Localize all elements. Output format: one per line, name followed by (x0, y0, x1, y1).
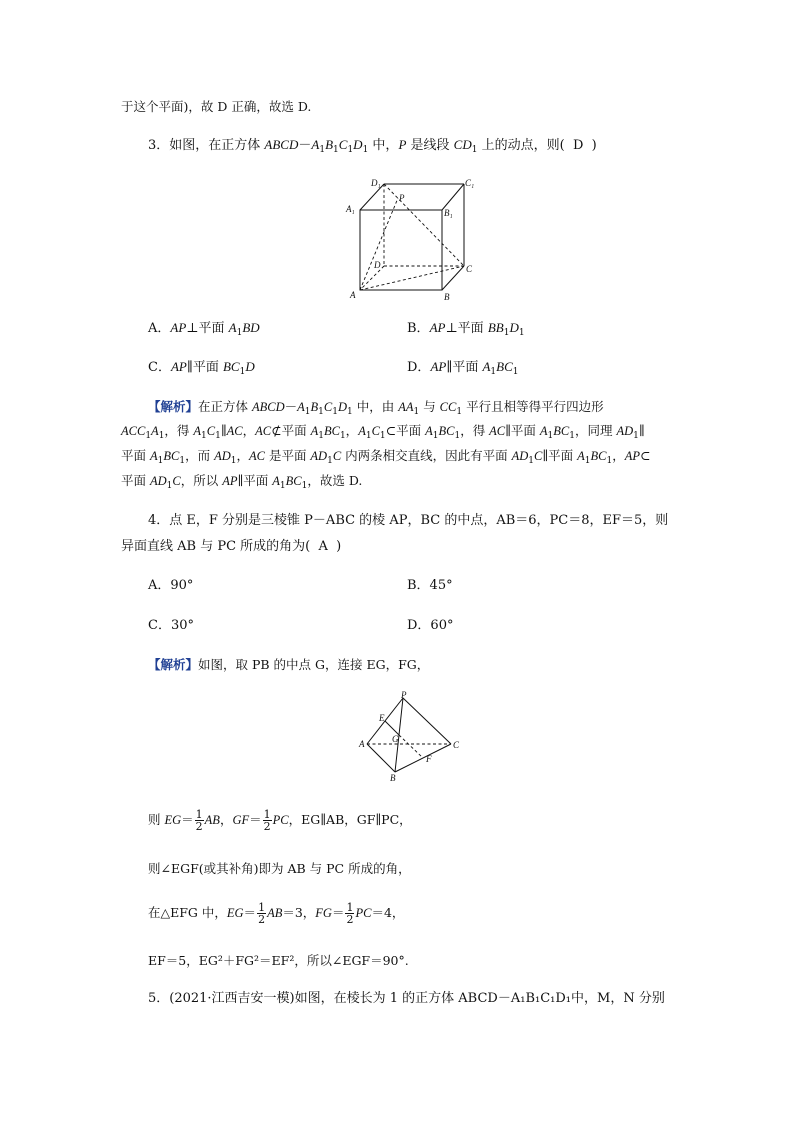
label-b: B (444, 292, 450, 302)
solution-tag: 【解析】 (148, 657, 199, 672)
cube-figure (340, 174, 480, 304)
label-c: C (453, 740, 460, 750)
label-p: P (399, 193, 405, 203)
question-3-stem: 3．如图，在正方体 $ABCD-A_1B_1C_1D_1$ 中，P 是线段 $CD_1$ 上的动点，则( D ) (148, 137, 597, 155)
option-4d: D．60° (407, 618, 454, 633)
solution-3-line-1: 【解析】在正方体 $ABCD-A_1B_1C_1D_1$ 中，由 $AA_1$ 与 $CC_1$ 平行且相等得平行四边形 (148, 399, 604, 417)
answer-4: A (318, 539, 328, 554)
option-4a: A．90° (148, 578, 194, 593)
label-b: B (390, 773, 396, 783)
option-3c: C．AP∥平面 $BC_1D$ (148, 359, 255, 377)
label-d: D (374, 260, 381, 270)
question-4-line-2: 异面直线 AB 与 PC 所成的角为( A ) (121, 539, 342, 554)
label-c: C (466, 264, 473, 274)
question-5-stem: 5．(2021·江西吉安一模)如图，在棱长为 1 的正方体 ABCD－A₁B₁C₁D₁中，M，N 分别 (148, 991, 665, 1006)
option-3a: A．AP⊥平面 $A_1BD$ (148, 320, 260, 338)
answer-3: D (572, 138, 584, 153)
label-a1: A₁ (346, 204, 355, 214)
label-f: F (426, 754, 432, 764)
continuation-text: 于这个平面)，故 D 正确，故选 D. (121, 99, 312, 114)
solution-3-line-4: 平面 $AD_1C$，所以 AP∥平面 $A_1BC_1$，故选 D. (121, 473, 363, 491)
solution-4-line-3: 则∠EGF(或其补角)即为 AB 与 PC 所成的角， (148, 861, 411, 876)
tetrahedron-figure (355, 688, 465, 784)
option-4c: C．30° (148, 618, 194, 633)
option-3d: D．AP∥平面 $A_1BC_1$ (407, 359, 519, 377)
label-c1: C₁ (465, 178, 475, 188)
option-3b: B．AP⊥平面 $BB_1D_1$ (407, 320, 525, 338)
label-g: G (392, 734, 399, 744)
option-4b: B．45° (407, 578, 453, 593)
solution-4-line-2: 则 EG＝ $\frac{1}{2}$ AB，GF＝ $\frac{1}{2}$ PC，EG∥AB，GF∥PC， (148, 808, 412, 833)
question-4-line-1: 4．点 E，F 分别是三棱锥 P－ABC 的棱 AP，BC 的中点，AB＝6，PC＝8，EF＝5，则 (148, 513, 669, 528)
label-p: P (401, 690, 407, 700)
label-e: E (379, 713, 385, 723)
solution-3-line-3: 平面 $A_1BC_1$，而 $AD_1$，AC 是平面 $AD_1C$ 内两条相交直线，因此有平面 $AD_1C\parallel$平面 $A_1BC_1$，AP⊂ (121, 448, 651, 466)
label-a: A (350, 290, 356, 300)
solution-4-line-4: 在△EFG 中，EG＝ $\frac{1}{2}$ AB＝3，FG＝ $\frac{1}{2}$ PC＝4， (148, 901, 405, 926)
label-b1: B₁ (444, 208, 453, 218)
solution-4-line-1: 【解析】如图，取 PB 的中点 G，连接 EG，FG， (148, 657, 430, 672)
solution-tag: 【解析】 (148, 399, 199, 414)
label-a: A (359, 739, 365, 749)
label-d1: D₁ (371, 178, 381, 188)
solution-3-line-2: $ACC_1A_1$，得 $A_1C_1\parallel AC$，AC⊄平面 $A_1BC_1$，$A_1C_1\subset$平面 $A_1BC_1$，得 AC∥平面 $A_1BC_1$，同理 $AD_1\parallel$ (121, 423, 645, 441)
solution-4-line-5: EF＝5，EG²＋FG²＝EF²，所以∠EGF＝90°. (148, 953, 409, 968)
